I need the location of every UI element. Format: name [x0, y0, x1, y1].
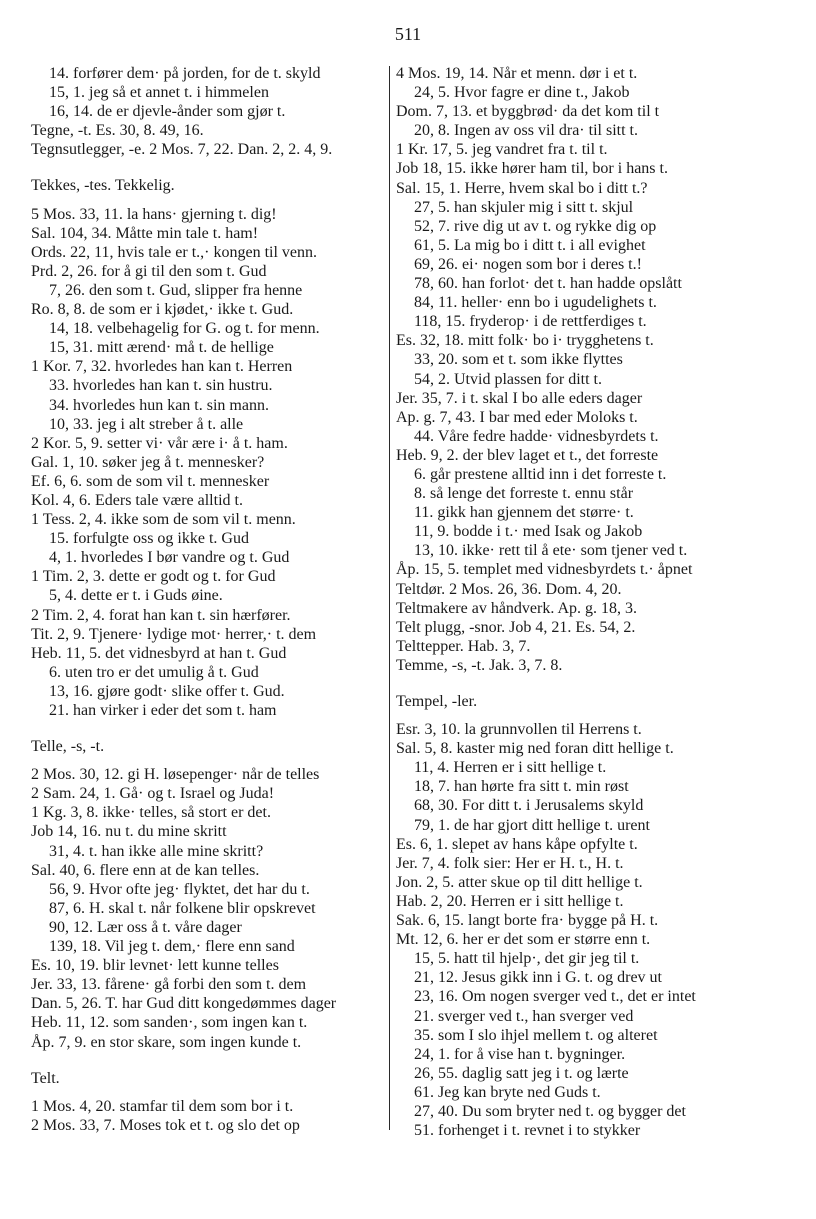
concordance-line: 34. hvorledes hun kan t. sin mann.: [49, 396, 269, 414]
concordance-line: 7, 26. den som t. Gud, slipper fra henne: [49, 281, 303, 299]
concordance-line: Jer. 7, 4. folk sier: Her er H. t., H. t.: [396, 854, 624, 872]
concordance-line: 13, 10. ikke· rett til å ete· som tjener ved t.: [414, 542, 688, 560]
concordance-line: Heb. 9, 2. der blev laget et t., det forreste: [396, 446, 659, 464]
concordance-line: 20, 8. Ingen av oss vil dra· til sitt t.: [414, 122, 638, 140]
concordance-line: 1 Kor. 7, 32. hvorledes han kan t. Herren: [31, 358, 293, 376]
concordance-line: 69, 26. ei· nogen som bor i deres t.!: [414, 255, 642, 273]
concordance-line: 1 Tess. 2, 4. ikke som de som vil t. menn.: [31, 511, 296, 529]
concordance-line: 90, 12. Lær oss å t. våre dager: [49, 918, 242, 936]
concordance-line: Jer. 33, 13. fårene· gå forbi den som t. dem: [31, 976, 307, 994]
concordance-line: 2 Tim. 2, 4. forat han kan t. sin hærfører.: [31, 606, 291, 624]
concordance-line: 1 Mos. 4, 20. stamfar til dem som bor i t.: [31, 1097, 294, 1115]
concordance-line: 21. han virker i eder det som t. ham: [49, 702, 277, 719]
concordance-line: Teltmakere av håndverk. Ap. g. 18, 3.: [396, 599, 638, 617]
concordance-line: Telttepper. Hab. 3, 7.: [396, 637, 531, 655]
concordance-line: 24, 5. Hvor fagre er dine t., Jakob: [414, 84, 630, 102]
concordance-line: Mt. 12, 6. her er det som er større enn t.: [396, 931, 651, 949]
concordance-line: Ro. 8, 8. de som er i kjødet,· ikke t. Gud.: [31, 301, 294, 319]
section-heading: Tempel, -ler.: [396, 693, 478, 710]
concordance-line: Sal. 5, 8. kaster mig ned foran ditt hellige t.: [396, 740, 674, 758]
concordance-line: 23, 16. Om nogen sverger ved t., det er intet: [414, 988, 696, 1006]
concordance-line: 1 Kg. 3, 8. ikke· telles, så stort er det.: [31, 804, 271, 822]
concordance-line: 21, 12. Jesus gikk inn i G. t. og drev ut: [414, 969, 662, 987]
concordance-line: 33, 20. som et t. som ikke flyttes: [414, 351, 623, 369]
concordance-line: 5 Mos. 33, 11. la hans· gjerning t. dig!: [31, 205, 277, 223]
concordance-line: 2 Sam. 24, 1. Gå· og t. Israel og Juda!: [31, 785, 275, 803]
concordance-line: Ap. g. 7, 43. I bar med eder Moloks t.: [396, 408, 638, 426]
concordance-line: 44. Våre fedre hadde· vidnesbyrdets t.: [414, 427, 659, 445]
concordance-line: Tit. 2, 9. Tjenere· lydige mot· herrer,· t. dem: [31, 625, 317, 643]
concordance-line: Ef. 6, 6. som de som vil t. mennesker: [31, 472, 270, 490]
concordance-line: 15, 31. mitt ærend· må t. de hellige: [49, 339, 274, 357]
concordance-line: Es. 32, 18. mitt folk· bo i· trygghetens t.: [396, 332, 654, 350]
concordance-line: 10, 33. jeg i alt streber å t. alle: [49, 415, 244, 433]
concordance-line: 21. sverger ved t., han sverger ved: [414, 1007, 634, 1025]
concordance-line: Temme, -s, -t. Jak. 3, 7. 8.: [396, 656, 563, 674]
concordance-line: 6. går prestene alltid inn i det forreste t.: [414, 465, 667, 483]
concordance-line: 11. gikk han gjennem det større· t.: [414, 504, 634, 522]
concordance-line: 4, 1. hvorledes I bør vandre og t. Gud: [49, 549, 290, 567]
concordance-line: 118, 15. fryderop· i de rettferdiges t.: [414, 313, 647, 331]
concordance-line: 139, 18. Vil jeg t. dem,· flere enn sand: [49, 938, 295, 956]
concordance-line: Sal. 104, 34. Måtte min tale t. ham!: [31, 224, 259, 242]
concordance-line: 11, 4. Herren er i sitt hellige t.: [414, 759, 607, 777]
concordance-line: Kol. 4, 6. Eders tale være alltid t.: [31, 491, 243, 509]
concordance-line: 11, 9. bodde i t.· med Isak og Jakob: [414, 523, 643, 541]
concordance-line: 14. forfører dem· på jorden, for de t. skyld: [49, 65, 321, 82]
concordance-line: 4 Mos. 19, 14. Når et menn. dør i et t.: [396, 65, 638, 82]
right-column: [396, 64, 778, 1140]
concordance-line: Tegne, -t. Es. 30, 8. 49, 16.: [31, 122, 204, 140]
concordance-line: 31, 4. t. han ikke alle mine skritt?: [49, 842, 264, 860]
concordance-line: 2 Mos. 33, 7. Moses tok et t. og slo det op: [31, 1116, 300, 1134]
concordance-line: 1 Tim. 2, 3. dette er godt og t. for Gud: [31, 568, 276, 586]
concordance-line: Ords. 22, 11, hvis tale er t.,· kongen til venn.: [31, 243, 318, 261]
section-heading: Telle, -s, -t.: [31, 738, 105, 756]
concordance-line: 61. Jeg kan bryte ned Guds t.: [414, 1083, 601, 1101]
concordance-line: 24, 1. for å vise han t. bygninger.: [414, 1045, 626, 1063]
concordance-line: Heb. 11, 5. det vidnesbyrd at han t. Gud: [31, 644, 287, 662]
concordance-line: 5, 4. dette er t. i Guds øine.: [49, 587, 223, 605]
concordance-line: Teltdør. 2 Mos. 26, 36. Dom. 4, 20.: [396, 580, 622, 598]
concordance-line: 51. forhenget i t. revnet i to stykker: [414, 1122, 641, 1140]
concordance-line: Heb. 11, 12. som sanden·, som ingen kan t.: [31, 1014, 308, 1032]
concordance-line: 56, 9. Hvor ofte jeg· flyktet, det har du t.: [49, 880, 310, 898]
concordance-line: Sal. 40, 6. flere enn at de kan telles.: [31, 861, 260, 879]
concordance-line: Sal. 15, 1. Herre, hvem skal bo i ditt t.?: [396, 179, 648, 197]
concordance-line: 27, 40. Du som bryter ned t. og bygger det: [414, 1102, 686, 1120]
concordance-line: 2 Mos. 30, 12. gi H. løsepenger· når de telles: [31, 766, 320, 784]
concordance-line: 15, 5. hatt til hjelp·, det gir jeg til t.: [414, 950, 640, 968]
concordance-line: 79, 1. de har gjort ditt hellige t. urent: [414, 816, 650, 834]
concordance-line: 14, 18. velbehagelig for G. og t. for menn.: [49, 320, 320, 338]
concordance-line: Hab. 2, 20. Herren er i sitt hellige t.: [396, 892, 624, 910]
concordance-line: 27, 5. han skjuler mig i sitt t. skjul: [414, 198, 634, 216]
concordance-line: 33. hvorledes han kan t. sin hustru.: [49, 377, 273, 395]
concordance-line: 52, 7. rive dig ut av t. og rykke dig op: [414, 217, 657, 235]
concordance-line: 8. så lenge det forreste t. ennu står: [414, 485, 634, 503]
concordance-line: Sak. 6, 15. langt borte fra· bygge på H. t.: [396, 912, 659, 930]
concordance-line: 61, 5. La mig bo i ditt t. i all evighet: [414, 236, 646, 254]
concordance-line: Es. 6, 1. slepet av hans kåpe opfylte t.: [396, 835, 638, 853]
left-column: [31, 64, 387, 1135]
section-heading: Tekkes, -tes. Tekkelig.: [31, 177, 175, 195]
concordance-line: 78, 60. han forlot· det t. han hadde opslått: [414, 275, 682, 293]
concordance-line: Jon. 2, 5. atter skue op til ditt hellige t.: [396, 873, 643, 891]
concordance-line: Esr. 3, 10. la grunnvollen til Herrens t.: [396, 721, 642, 739]
concordance-line: 15, 1. jeg så et annet t. i himmelen: [49, 84, 269, 102]
concordance-line: Dan. 5, 26. T. har Gud ditt kongedømmes dager: [31, 995, 337, 1013]
concordance-line: Jer. 35, 7. i t. skal I bo alle eders dager: [396, 389, 643, 407]
concordance-line: Åp. 7, 9. en stor skare, som ingen kunde t.: [31, 1033, 302, 1051]
concordance-line: Gal. 1, 10. søker jeg å t. mennesker?: [31, 453, 265, 471]
concordance-line: Job 14, 16. nu t. du mine skritt: [31, 823, 227, 841]
concordance-line: 68, 30. For ditt t. i Jerusalems skyld: [414, 797, 644, 815]
concordance-line: 84, 11. heller· enn bo i ugudelighets t.: [414, 294, 657, 312]
concordance-line: 6. uten tro er det umulig å t. Gud: [49, 663, 259, 681]
concordance-line: 87, 6. H. skal t. når folkene blir opskrevet: [49, 899, 316, 917]
page-number: 511: [394, 24, 422, 44]
concordance-line: 1 Kr. 17, 5. jeg vandret fra t. til t.: [396, 141, 608, 159]
concordance-line: 54, 2. Utvid plassen for ditt t.: [414, 370, 602, 388]
concordance-line: Telt plugg, -snor. Job 4, 21. Es. 54, 2.: [396, 618, 636, 636]
concordance-line: 26, 55. daglig satt jeg i t. og lærte: [414, 1064, 629, 1082]
concordance-line: Prd. 2, 26. for å gi til den som t. Gud: [31, 262, 267, 280]
concordance-line: Dom. 7, 13. et byggbrød· da det kom til t: [396, 103, 660, 121]
section-heading: Telt.: [31, 1069, 60, 1087]
concordance-line: 13, 16. gjøre godt· slike offer t. Gud.: [49, 682, 285, 700]
concordance-line: 15. forfulgte oss og ikke t. Gud: [49, 530, 249, 548]
concordance-line: Tegnsutlegger, -e. 2 Mos. 7, 22. Dan. 2, 2. 4, 9.: [31, 141, 333, 159]
column-divider: [389, 66, 390, 1130]
concordance-line: 18, 7. han hørte fra sitt t. min røst: [414, 778, 629, 796]
concordance-line: Åp. 15, 5. templet med vidnesbyrdets t.· åpnet: [396, 561, 693, 579]
concordance-line: 16, 14. de er djevle-ånder som gjør t.: [49, 103, 286, 121]
concordance-line: Job 18, 15. ikke hører ham til, bor i hans t.: [396, 160, 668, 178]
concordance-line: 35. som I slo ihjel mellem t. og alteret: [414, 1026, 658, 1044]
concordance-line: Es. 10, 19. blir levnet· lett kunne telles: [31, 957, 279, 975]
concordance-line: 2 Kor. 5, 9. setter vi· vår ære i· å t. ham.: [31, 434, 288, 452]
